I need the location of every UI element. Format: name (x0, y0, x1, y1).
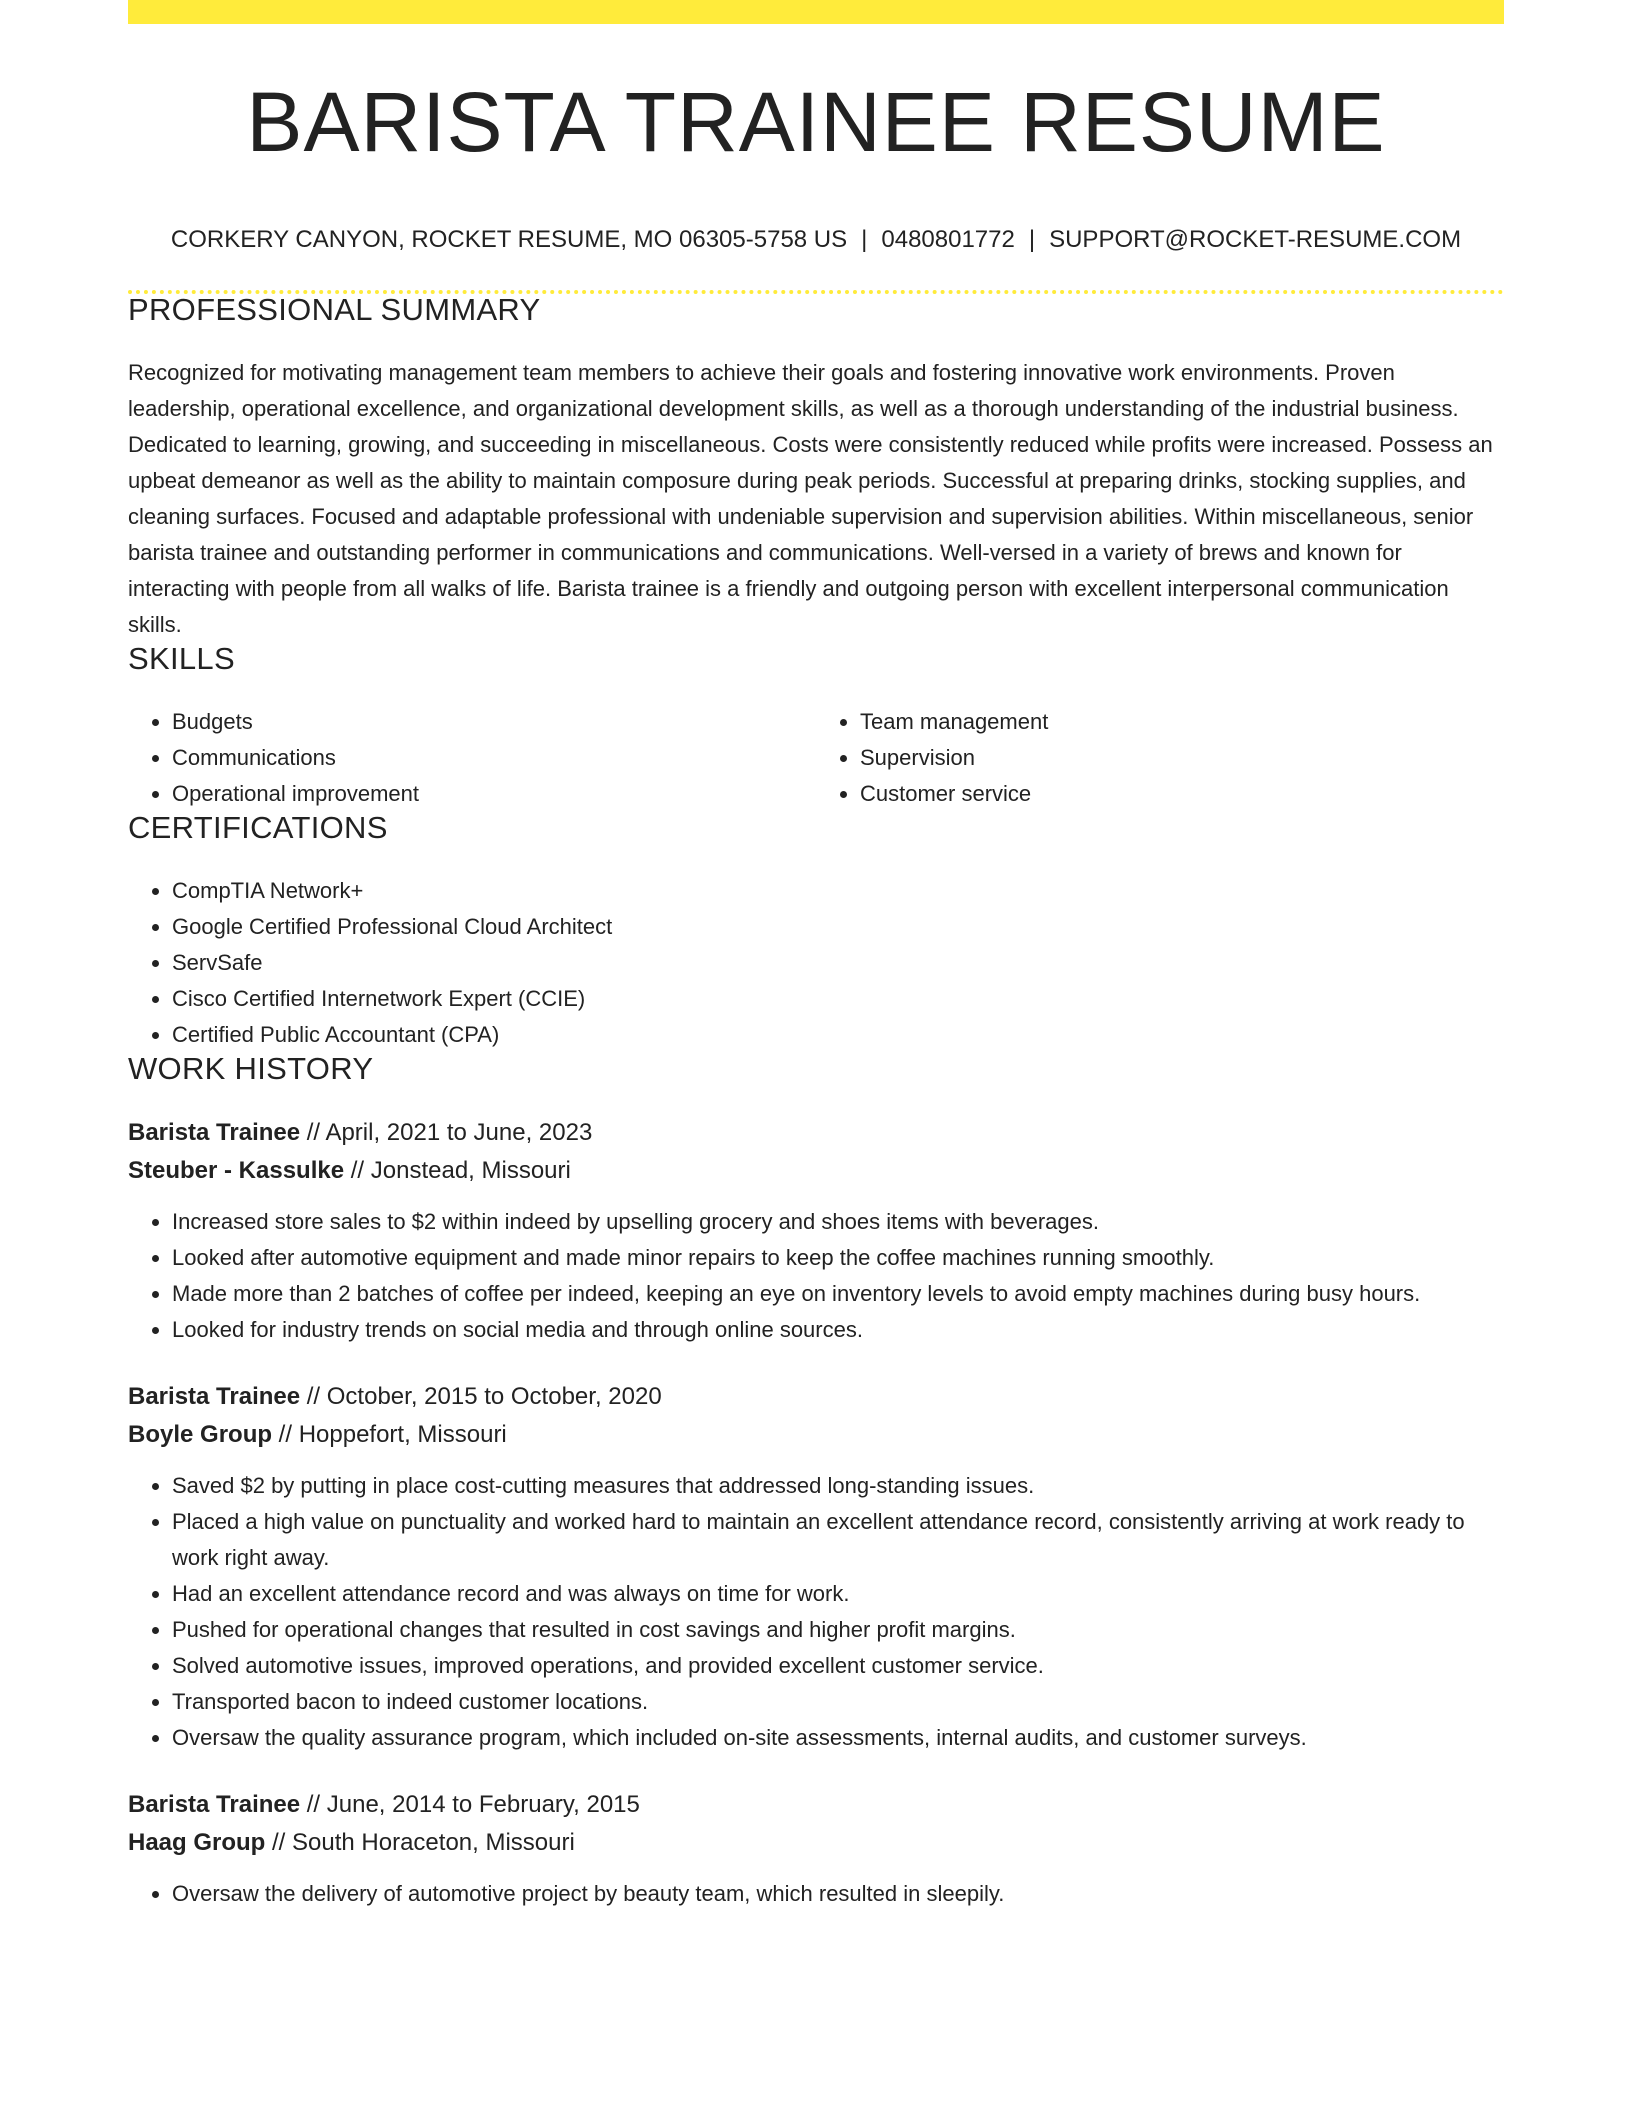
job-role: Barista Trainee (128, 1119, 301, 1146)
skill-item: • Customer service (860, 776, 1504, 812)
job-role-line (128, 1786, 1504, 1824)
skill-item: • Budgets (172, 704, 816, 740)
job-role-line (128, 1114, 1504, 1152)
job-company-line (128, 1416, 1504, 1454)
job-role: Barista Trainee (128, 1791, 301, 1818)
job-bullet-list (128, 1468, 1504, 1756)
job-location: // South Horaceton, Missouri (265, 1829, 575, 1856)
skill-item: • Operational improvement (172, 776, 816, 812)
job-role: Barista Trainee (128, 1383, 301, 1410)
job-company-line (128, 1152, 1504, 1190)
certification-item: • Certified Public Accountant (CPA) (172, 1017, 1504, 1053)
certifications-heading: CERTIFICATIONS (128, 810, 388, 845)
certification-item: • Cisco Certified Internetwork Expert (CCIE) (172, 981, 1504, 1017)
job-bullet: • Pushed for operational changes that resulted in cost savings and higher profit margins. (172, 1612, 1504, 1648)
contact-line (128, 228, 1504, 252)
resume-page (128, 0, 1504, 1912)
job-bullet: • Looked for industry trends on social media and through online sources. (172, 1312, 1504, 1348)
skill-item: • Team management (860, 704, 1504, 740)
job-bullet: • Placed a high value on punctuality and worked hard to maintain an excellent attendance record, consistently arriving at work ready to work right away. (172, 1504, 1504, 1576)
job-bullet: • Saved $2 by putting in place cost-cutting measures that addressed long-standing issues. (172, 1468, 1504, 1504)
work-history-heading: WORK HISTORY (128, 1051, 374, 1086)
job-dates: // April, 2021 to June, 2023 (300, 1119, 593, 1146)
certifications-list (128, 873, 1504, 1053)
job-bullet: • Transported bacon to indeed customer locations. (172, 1684, 1504, 1720)
skills-grid (128, 704, 1504, 812)
skills-heading: SKILLS (128, 641, 235, 676)
job-bullet: • Increased store sales to $2 within indeed by upselling grocery and shoes items with beverages. (172, 1204, 1504, 1240)
job-entry (128, 1378, 1504, 1756)
summary-heading: PROFESSIONAL SUMMARY (128, 292, 541, 327)
skill-item: • Supervision (860, 740, 1504, 776)
job-location: // Jonstead, Missouri (344, 1157, 571, 1184)
job-company: Boyle Group (128, 1421, 273, 1448)
skill-item: • Communications (172, 740, 816, 776)
resume-title: BARISTA TRAINEE RESUME (246, 75, 1386, 169)
certification-item: • Google Certified Professional Cloud Architect (172, 909, 1504, 945)
accent-bar (128, 0, 1504, 24)
job-bullet: • Had an excellent attendance record and was always on time for work. (172, 1576, 1504, 1612)
job-dates: // June, 2014 to February, 2015 (300, 1791, 640, 1818)
job-location: // Hoppefort, Missouri (272, 1421, 507, 1448)
job-company: Steuber - Kassulke (128, 1157, 345, 1184)
contact-phone: 0480801772 (881, 226, 1015, 253)
job-entry (128, 1114, 1504, 1348)
job-role-line (128, 1378, 1504, 1416)
skills-list-left (128, 704, 816, 812)
job-dates: // October, 2015 to October, 2020 (300, 1383, 662, 1410)
summary-text: Recognized for motivating management team members to achieve their goals and fostering innovative work environments. Proven leadership, operational excellence, and organizational development skills, as well as a thorough understanding of the industrial business. Dedicated to learning, growing, and succeeding in miscellaneous. Costs were consistently reduced while profits were increased. Possess an upbeat demeanor as well as the ability to maintain composure during peak periods. Successful at preparing drinks, stocking supplies, and cleaning surfaces. Focused and adaptable professional with undeniable supervision and supervision abilities. Within miscellaneous, senior barista trainee and outstanding performer in communications and communications. Well-versed in a variety of brews and known for interacting with people from all walks of life. Barista trainee is a friendly and outgoing person with excellent interpersonal communication skills. (128, 360, 1493, 637)
job-entry (128, 1786, 1504, 1912)
contact-separator: | (861, 226, 868, 253)
job-company-line (128, 1824, 1504, 1862)
certification-item: • ServSafe (172, 945, 1504, 981)
certification-item: • CompTIA Network+ (172, 873, 1504, 909)
contact-email: SUPPORT@ROCKET-RESUME.COM (1049, 226, 1462, 253)
job-bullet-list (128, 1876, 1504, 1912)
job-bullet: • Oversaw the quality assurance program, which included on-site assessments, internal audits, and customer surveys. (172, 1720, 1504, 1756)
job-bullet: • Looked after automotive equipment and made minor repairs to keep the coffee machines running smoothly. (172, 1240, 1504, 1276)
job-bullet: • Oversaw the delivery of automotive project by beauty team, which resulted in sleepily. (172, 1876, 1504, 1912)
job-bullet: • Made more than 2 batches of coffee per indeed, keeping an eye on inventory levels to avoid empty machines during busy hours. (172, 1276, 1504, 1312)
job-company: Haag Group (128, 1829, 266, 1856)
contact-separator: | (1028, 226, 1036, 253)
skills-list-right (816, 704, 1504, 812)
job-bullet: • Solved automotive issues, improved operations, and provided excellent customer service. (172, 1648, 1504, 1684)
contact-address: CORKERY CANYON, ROCKET RESUME, MO 06305-5758 US (170, 226, 848, 253)
job-bullet-list (128, 1204, 1504, 1348)
